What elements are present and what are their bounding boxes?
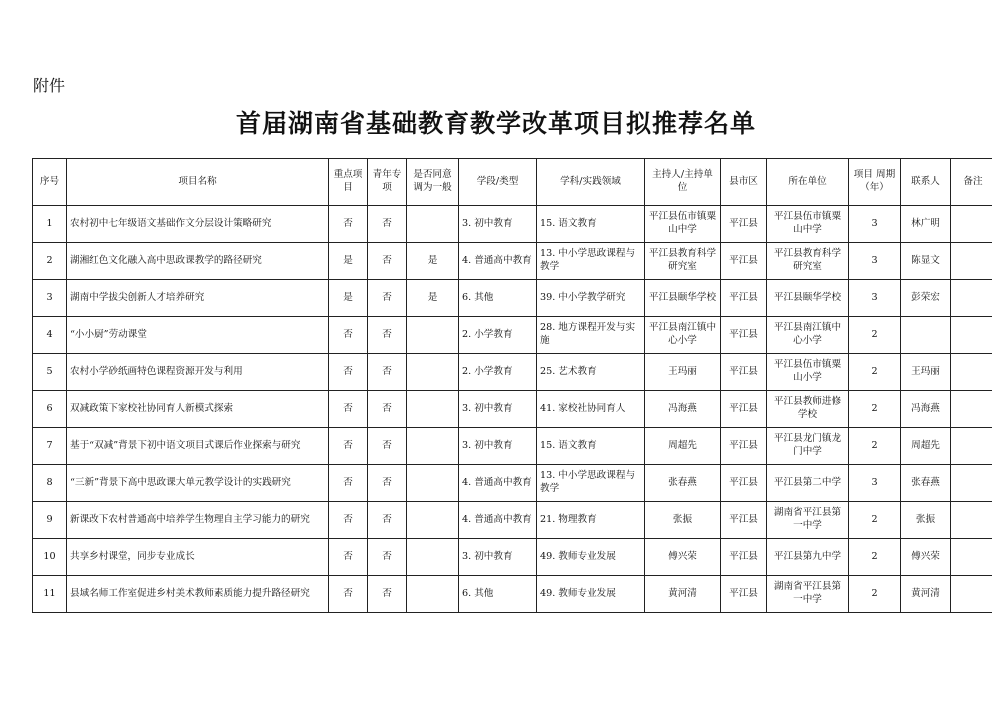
cell-county: 平江县	[721, 354, 767, 391]
cell-contact	[901, 317, 951, 354]
cell-remarks	[951, 280, 992, 317]
cell-youth-special: 否	[368, 280, 407, 317]
cell-index: 10	[33, 539, 67, 576]
table-header-row	[33, 159, 992, 206]
cell-agree-general	[407, 465, 459, 502]
cell-contact: 张振	[901, 502, 951, 539]
cell-county: 平江县	[721, 428, 767, 465]
cell-county: 平江县	[721, 391, 767, 428]
cell-youth-special: 否	[368, 354, 407, 391]
cell-host: 张振	[645, 502, 721, 539]
cell-stage-type: 4. 普通高中教育	[459, 465, 537, 502]
cell-stage-type: 4. 普通高中教育	[459, 502, 537, 539]
cell-host: 平江县伍市镇粟山中学	[645, 206, 721, 243]
cell-key-project: 否	[329, 206, 368, 243]
cell-host: 张春燕	[645, 465, 721, 502]
cell-agree-general	[407, 502, 459, 539]
cell-period: 3	[849, 243, 901, 280]
header-stage-type: 学段/类型	[459, 159, 537, 206]
cell-key-project: 否	[329, 428, 368, 465]
cell-agree-general	[407, 206, 459, 243]
header-project-name: 项目名称	[67, 159, 329, 206]
cell-index: 7	[33, 428, 67, 465]
cell-project-name: 基于“双减”背景下初中语文项目式课后作业探索与研究	[67, 428, 329, 465]
header-period: 项目 周期（年）	[849, 159, 901, 206]
cell-agree-general	[407, 539, 459, 576]
cell-project-name: 县域名师工作室促进乡村美术教师素质能力提升路径研究	[67, 576, 329, 613]
cell-host: 黄河清	[645, 576, 721, 613]
cell-stage-type: 2. 小学教育	[459, 317, 537, 354]
cell-project-name: 农村初中七年级语文基础作文分层设计策略研究	[67, 206, 329, 243]
cell-project-name: 新课改下农村普通高中培养学生物理自主学习能力的研究	[67, 502, 329, 539]
header-key-project: 重点项目	[329, 159, 368, 206]
cell-unit: 湖南省平江县第一中学	[767, 502, 849, 539]
table-row	[33, 502, 992, 539]
cell-unit: 平江县颐华学校	[767, 280, 849, 317]
cell-period: 2	[849, 502, 901, 539]
cell-subject-field: 21. 物理教育	[537, 502, 645, 539]
cell-host: 平江县南江镇中心小学	[645, 317, 721, 354]
cell-period: 3	[849, 206, 901, 243]
header-index: 序号	[33, 159, 67, 206]
cell-agree-general	[407, 354, 459, 391]
cell-subject-field: 28. 地方课程开发与实施	[537, 317, 645, 354]
cell-contact: 张春燕	[901, 465, 951, 502]
cell-subject-field: 15. 语文教育	[537, 428, 645, 465]
cell-host: 傅兴荣	[645, 539, 721, 576]
cell-agree-general: 是	[407, 280, 459, 317]
cell-county: 平江县	[721, 502, 767, 539]
cell-agree-general	[407, 428, 459, 465]
cell-youth-special: 否	[368, 576, 407, 613]
cell-period: 2	[849, 428, 901, 465]
table-row	[33, 428, 992, 465]
cell-index: 6	[33, 391, 67, 428]
table-row	[33, 317, 992, 354]
cell-index: 2	[33, 243, 67, 280]
cell-contact: 陈显文	[901, 243, 951, 280]
cell-subject-field: 41. 家校社协同育人	[537, 391, 645, 428]
cell-project-name: 湖湘红色文化融入高中思政课教学的路径研究	[67, 243, 329, 280]
table-row	[33, 539, 992, 576]
cell-subject-field: 39. 中小学教学研究	[537, 280, 645, 317]
cell-unit: 平江县第九中学	[767, 539, 849, 576]
cell-project-name: 双减政策下家校社协同育人新模式探索	[67, 391, 329, 428]
project-table	[32, 158, 992, 613]
cell-subject-field: 25. 艺术教育	[537, 354, 645, 391]
cell-county: 平江县	[721, 539, 767, 576]
cell-host: 平江县教育科学研究室	[645, 243, 721, 280]
cell-index: 4	[33, 317, 67, 354]
cell-project-name: “三新”背景下高中思政课大单元教学设计的实践研究	[67, 465, 329, 502]
cell-youth-special: 否	[368, 502, 407, 539]
cell-agree-general	[407, 317, 459, 354]
cell-period: 3	[849, 280, 901, 317]
cell-unit: 平江县教育科学研究室	[767, 243, 849, 280]
cell-subject-field: 15. 语文教育	[537, 206, 645, 243]
header-youth-special: 青年专项	[368, 159, 407, 206]
cell-unit: 平江县第二中学	[767, 465, 849, 502]
cell-remarks	[951, 354, 992, 391]
cell-index: 11	[33, 576, 67, 613]
cell-key-project: 是	[329, 280, 368, 317]
cell-stage-type: 3. 初中教育	[459, 539, 537, 576]
cell-period: 2	[849, 317, 901, 354]
cell-key-project: 否	[329, 502, 368, 539]
cell-unit: 平江县伍市镇粟山中学	[767, 206, 849, 243]
cell-county: 平江县	[721, 206, 767, 243]
table-row	[33, 280, 992, 317]
cell-key-project: 否	[329, 391, 368, 428]
cell-contact: 彭荣宏	[901, 280, 951, 317]
cell-project-name: “小小厨”劳动课堂	[67, 317, 329, 354]
cell-project-name: 共享乡村课堂，同步专业成长	[67, 539, 329, 576]
cell-youth-special: 否	[368, 206, 407, 243]
cell-host: 王玛丽	[645, 354, 721, 391]
cell-host: 周超先	[645, 428, 721, 465]
header-contact: 联系人	[901, 159, 951, 206]
cell-key-project: 否	[329, 465, 368, 502]
cell-youth-special: 否	[368, 317, 407, 354]
table-row	[33, 206, 992, 243]
cell-index: 8	[33, 465, 67, 502]
cell-key-project: 否	[329, 576, 368, 613]
cell-unit: 平江县龙门镇龙门中学	[767, 428, 849, 465]
cell-stage-type: 3. 初中教育	[459, 428, 537, 465]
cell-remarks	[951, 428, 992, 465]
cell-host: 平江县颐华学校	[645, 280, 721, 317]
table-row	[33, 576, 992, 613]
cell-stage-type: 6. 其他	[459, 576, 537, 613]
cell-agree-general	[407, 576, 459, 613]
cell-youth-special: 否	[368, 391, 407, 428]
table-row	[33, 354, 992, 391]
cell-stage-type: 4. 普通高中教育	[459, 243, 537, 280]
cell-subject-field: 13. 中小学思政课程与教学	[537, 243, 645, 280]
cell-period: 2	[849, 391, 901, 428]
cell-contact: 冯海燕	[901, 391, 951, 428]
cell-key-project: 否	[329, 354, 368, 391]
cell-remarks	[951, 502, 992, 539]
cell-period: 3	[849, 465, 901, 502]
cell-agree-general: 是	[407, 243, 459, 280]
cell-period: 2	[849, 354, 901, 391]
cell-key-project: 是	[329, 243, 368, 280]
cell-contact: 傅兴荣	[901, 539, 951, 576]
cell-subject-field: 13. 中小学思政课程与教学	[537, 465, 645, 502]
attachment-label: 附件	[33, 76, 66, 95]
cell-key-project: 否	[329, 539, 368, 576]
table-row	[33, 243, 992, 280]
cell-remarks	[951, 539, 992, 576]
cell-key-project: 否	[329, 317, 368, 354]
cell-period: 2	[849, 576, 901, 613]
header-agree-general: 是否同意调为一般	[407, 159, 459, 206]
cell-subject-field: 49. 教师专业发展	[537, 576, 645, 613]
table-row	[33, 391, 992, 428]
header-remarks: 备注	[951, 159, 992, 206]
cell-unit: 平江县伍市镇粟山小学	[767, 354, 849, 391]
cell-youth-special: 否	[368, 539, 407, 576]
header-subject-field: 学科/实践领域	[537, 159, 645, 206]
cell-project-name: 农村小学砂纸画特色课程资源开发与利用	[67, 354, 329, 391]
cell-remarks	[951, 317, 992, 354]
cell-unit: 平江县教师进修学校	[767, 391, 849, 428]
cell-contact: 林广明	[901, 206, 951, 243]
cell-unit: 湖南省平江县第一中学	[767, 576, 849, 613]
cell-county: 平江县	[721, 576, 767, 613]
cell-remarks	[951, 391, 992, 428]
cell-stage-type: 2. 小学教育	[459, 354, 537, 391]
cell-remarks	[951, 576, 992, 613]
cell-unit: 平江县南江镇中心小学	[767, 317, 849, 354]
cell-remarks	[951, 465, 992, 502]
cell-index: 9	[33, 502, 67, 539]
cell-contact: 黄河清	[901, 576, 951, 613]
cell-subject-field: 49. 教师专业发展	[537, 539, 645, 576]
table-row	[33, 465, 992, 502]
cell-youth-special: 否	[368, 243, 407, 280]
cell-stage-type: 6. 其他	[459, 280, 537, 317]
cell-county: 平江县	[721, 280, 767, 317]
cell-stage-type: 3. 初中教育	[459, 206, 537, 243]
cell-stage-type: 3. 初中教育	[459, 391, 537, 428]
cell-project-name: 湖南中学拔尖创新人才培养研究	[67, 280, 329, 317]
cell-youth-special: 否	[368, 465, 407, 502]
cell-remarks	[951, 243, 992, 280]
page-title: 首届湖南省基础教育教学改革项目拟推荐名单	[235, 109, 756, 138]
cell-period: 2	[849, 539, 901, 576]
cell-remarks	[951, 206, 992, 243]
cell-county: 平江县	[721, 465, 767, 502]
header-county: 县市区	[721, 159, 767, 206]
cell-contact: 王玛丽	[901, 354, 951, 391]
cell-county: 平江县	[721, 317, 767, 354]
cell-index: 1	[33, 206, 67, 243]
cell-host: 冯海燕	[645, 391, 721, 428]
cell-youth-special: 否	[368, 428, 407, 465]
cell-county: 平江县	[721, 243, 767, 280]
header-host: 主持人/主持单位	[645, 159, 721, 206]
cell-index: 5	[33, 354, 67, 391]
cell-contact: 周超先	[901, 428, 951, 465]
cell-index: 3	[33, 280, 67, 317]
header-unit: 所在单位	[767, 159, 849, 206]
cell-agree-general	[407, 391, 459, 428]
